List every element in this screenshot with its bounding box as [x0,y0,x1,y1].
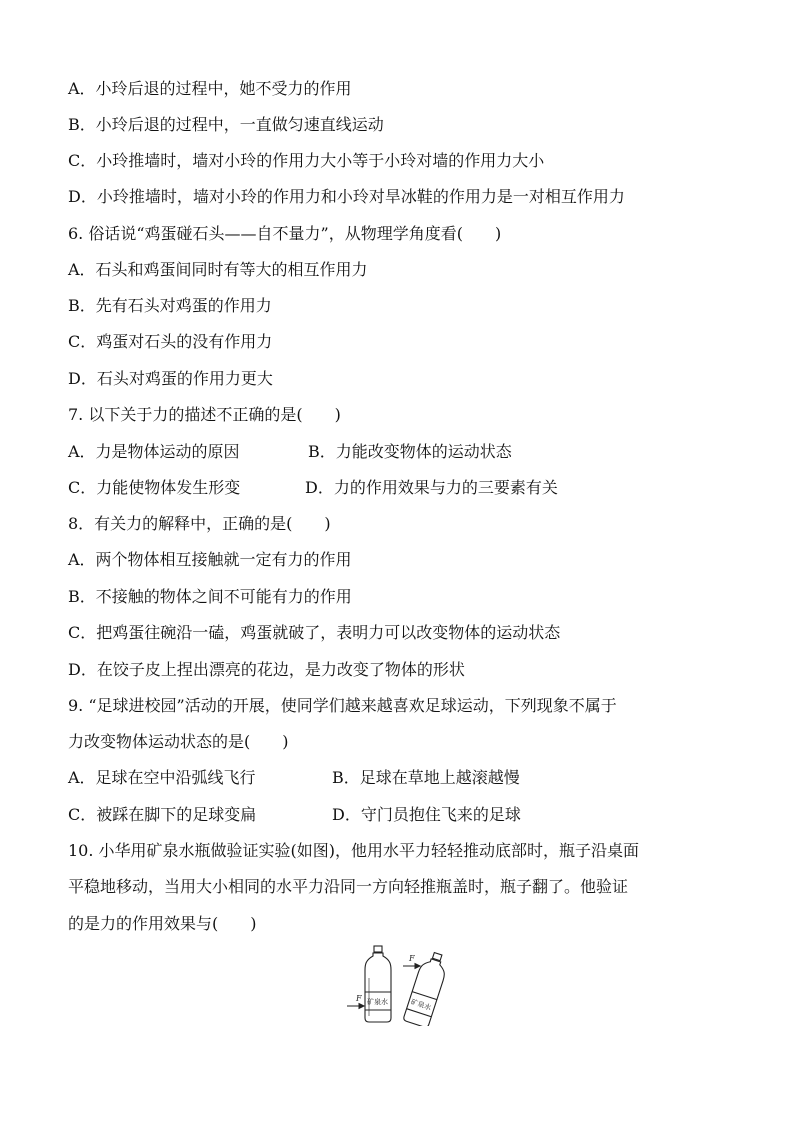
q10-stem-line1: 10. 小华用矿泉水瓶做验证实验(如图)，他用水平力轻轻推动底部时，瓶子沿桌面 [68,841,640,860]
q7-option-d: D．力的作用效果与力的三要素有关 [305,478,558,497]
q7-stem: 7. 以下关于力的描述不正确的是( ) [68,405,341,424]
q9-stem-line1: 9. “足球进校园”活动的开展，使同学们越来越喜欢足球运动，下列现象不属于 [68,696,617,715]
q6-option-b: B．先有石头对鸡蛋的作用力 [68,296,272,315]
q5-option-d: D．小玲推墙时，墙对小玲的作用力和小玲对旱冰鞋的作用力是一对相互作用力 [68,187,625,206]
q8-option-a: A．两个物体相互接触就一定有力的作用 [68,550,352,569]
q6-option-d: D．石头对鸡蛋的作用力更大 [68,369,273,388]
q10-stem-line3: 的是力的作用效果与( ) [68,914,257,933]
q7-row-cd [68,478,558,498]
q8-option-d: D．在饺子皮上捏出漂亮的花边，是力改变了物体的形状 [68,660,465,679]
q8-option-c: C．把鸡蛋往碗沿一磕，鸡蛋就破了，表明力可以改变物体的运动状态 [68,623,561,642]
q9-stem-line2: 力改变物体运动状态的是( ) [68,732,289,751]
q5-option-c: C．小玲推墙时，墙对小玲的作用力大小等于小玲对墙的作用力大小 [68,151,545,170]
q5-option-a: A．小玲后退的过程中，她不受力的作用 [68,79,352,98]
q7-option-a: A．力是物体运动的原因 [68,442,240,461]
q8-stem: 8．有关力的解释中，正确的是( ) [68,514,331,533]
cap-force-label: F [409,954,415,963]
bottle-experiment-diagram [345,944,455,1026]
bottle-experiment-figure [345,944,455,1026]
cap-force-arrow [403,964,420,969]
q7-option-c: C．力能使物体发生形变 [68,478,241,497]
bottom-force-label: F [356,994,362,1003]
q6-stem: 6. 俗话说“鸡蛋碰石头——自不量力”，从物理学角度看( ) [68,224,502,243]
upright-bottle-label: 矿泉水 [367,998,388,1006]
q9-option-b: B．足球在草地上越滚越慢 [332,768,520,787]
upright-bottle [365,946,391,1022]
q9-option-d: D．守门员抱住飞来的足球 [332,805,521,824]
tipping-bottle-label: 矿泉水 [409,997,433,1013]
q6-option-a: A．石头和鸡蛋间同时有等大的相互作用力 [68,260,368,279]
bottom-force-arrow [347,1004,364,1009]
q8-option-b: B．不接触的物体之间不可能有力的作用 [68,587,352,606]
q6-option-c: C．鸡蛋对石头的没有作用力 [68,332,273,351]
q5-option-b: B．小玲后退的过程中，一直做匀速直线运动 [68,115,384,134]
q10-stem-line2: 平稳地移动，当用大小相同的水平力沿同一方向轻推瓶盖时，瓶子翻了。他验证 [68,877,629,896]
q9-option-c: C．被踩在脚下的足球变扁 [68,805,257,824]
q9-option-a: A．足球在空中沿弧线飞行 [68,768,256,787]
q9-row-ab [68,768,520,788]
q9-row-cd [68,805,521,825]
q7-row-ab [68,442,512,462]
q7-option-b: B．力能改变物体的运动状态 [308,442,512,461]
